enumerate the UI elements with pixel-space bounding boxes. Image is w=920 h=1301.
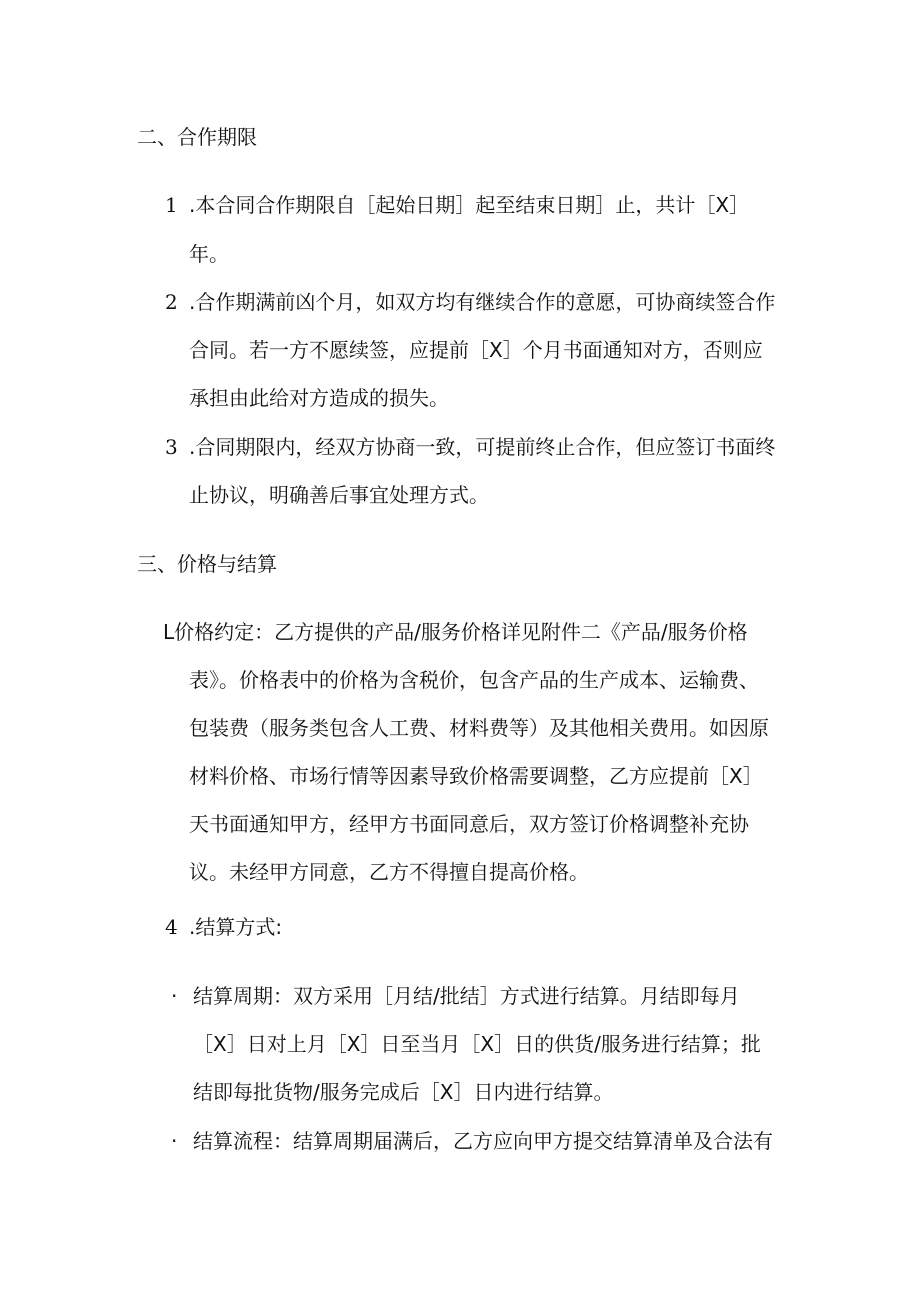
item-number: 3 [165,435,178,459]
item-text-line: 止协议，明确善后事宜处理方式。 [189,483,489,507]
item-number: 2 [165,290,178,314]
section-heading-cooperation-term: 二、合作期限 [137,125,257,149]
item-text-line: 合同。若一方不愿续签，应提前［X］个月书面通知对方，否则应 [189,338,763,362]
section-heading-price-settlement: 三、价格与结算 [137,552,277,576]
item-text-line: 材料价格、市场行情等因素导致价格需要调整，乙方应提前［X］ [189,764,763,788]
bullet-text-line: 结即每批货物/服务完成后［X］日内进行结算。 [193,1080,614,1104]
item-number: 4 [165,915,178,939]
item-text-line: 年。 [189,242,229,266]
item-text-line: .结算方式: [189,915,283,939]
bullet-text-line: ［X］日对上月［X］日至当月［X］日的供货/服务进行结算；批 [193,1032,761,1056]
item-text-line: .本合同合作期限自［起始日期］起至结束日期］止，共计［X］ [189,193,750,217]
bullet-text-line: 结算流程：结算周期届满后，乙方应向甲方提交结算清单及合法有 [193,1129,773,1153]
bullet-dot: · [171,1129,178,1153]
item-text-line: 天书面通知甲方，经甲方书面同意后，双方签订价格调整补充协 [189,812,749,836]
bullet-text-line: 结算周期：双方采用［月结/批结］方式进行结算。月结即每月 [193,984,740,1008]
item-text-line: 表》。价格表中的价格为含税价，包含产品的生产成本、运输费、 [189,668,759,692]
item-text-line: L价格约定：乙方提供的产品/服务价格详见附件二《产品/服务价格 [163,620,748,644]
item-text-line: 包装费（服务类包含人工费、材料费等）及其他相关费用。如因原 [189,716,769,740]
item-text-line: 议。未经甲方同意，乙方不得擅自提高价格。 [189,860,589,884]
item-text-line: 承担由此给对方造成的损失。 [189,386,449,410]
bullet-dot: · [171,984,178,1008]
item-text-line: .合同期限内，经双方协商一致，可提前终止合作，但应签订书面终 [189,435,776,459]
item-text-line: .合作期满前凶个月，如双方均有继续合作的意愿，可协商续签合作 [189,290,776,314]
item-number: 1 [165,193,178,217]
